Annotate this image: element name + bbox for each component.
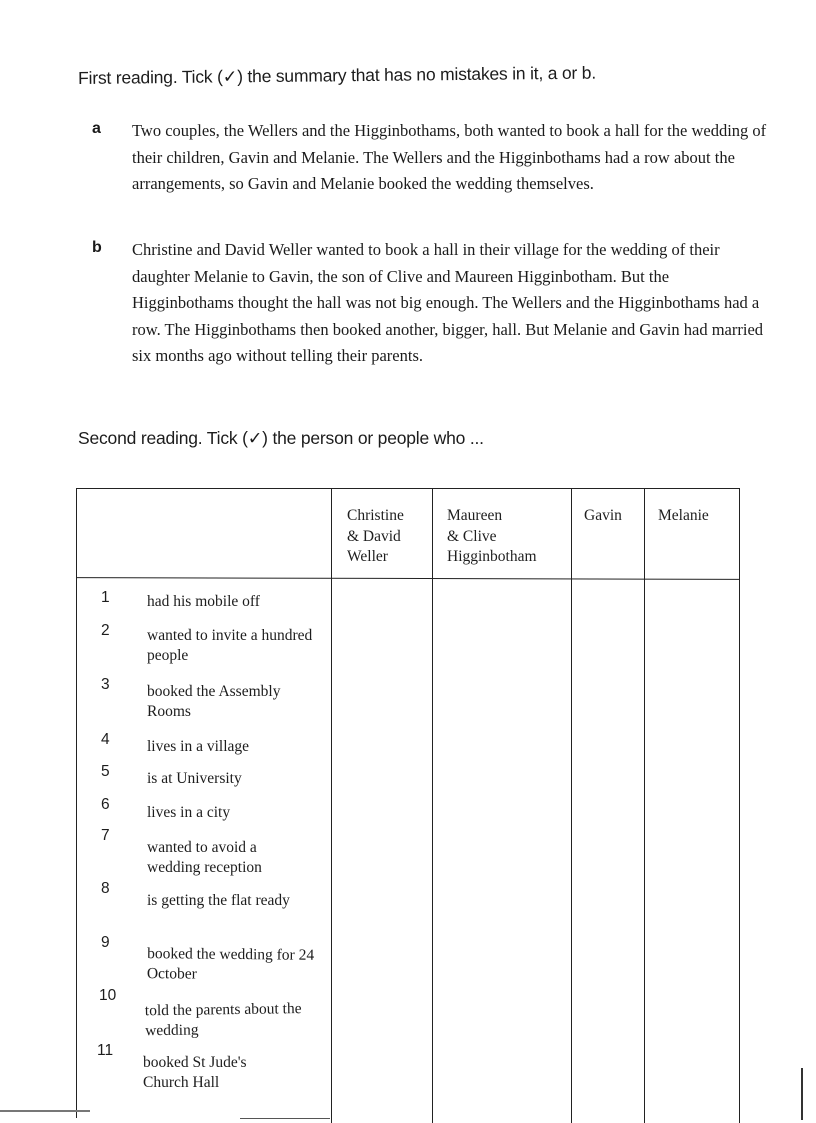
row-number: 9 [101, 934, 110, 951]
header-line: Maureen [447, 507, 503, 524]
row-description: wanted to invite a hundred people [147, 627, 313, 664]
table-col-divider-4 [644, 488, 645, 1123]
row-description: wanted to avoid a wedding reception [147, 839, 262, 876]
column-header-weller [347, 506, 404, 568]
row-description: booked the wedding for 24 October [146, 945, 315, 983]
table-bottom-border [240, 1118, 330, 1119]
row-number: 2 [101, 622, 110, 639]
table-left-border [76, 488, 77, 1118]
row-number: 3 [101, 676, 110, 693]
row-description: lives in a village [147, 738, 250, 755]
option-text: Two couples, the Wellers and the Higginbothams, both wanted to book a hall for the wedding of their children, Gavin and Melanie. The Wellers and the Higginbothams had a row about the arrangements, so Gavin and Melanie booked the wedding themselves. [132, 121, 767, 193]
row-number: 4 [101, 731, 110, 748]
option-letter: a [92, 120, 101, 137]
table-right-border [739, 488, 740, 1123]
row-number: 5 [101, 763, 110, 780]
row-number: 8 [101, 880, 110, 897]
column-header-higginbotham [447, 506, 537, 568]
table-col-divider-2 [432, 488, 433, 1123]
row-description: booked the Assembly Rooms [147, 683, 281, 720]
option-letter: b [92, 239, 102, 256]
header-line: Gavin [584, 507, 622, 524]
row-description: lives in a city [147, 804, 231, 821]
table-col-divider-3 [571, 488, 572, 1123]
row-number: 11 [97, 1042, 114, 1059]
scan-edge-mark [0, 1110, 90, 1112]
row-number: 7 [101, 827, 110, 844]
row-description: told the parents about the wedding [144, 1000, 302, 1040]
row-description: is getting the flat ready [147, 892, 290, 909]
scan-edge-mark [801, 1068, 803, 1120]
second-reading-instruction: Second reading. Tick (✓) the person or people who ... [78, 428, 484, 448]
header-line: & Clive [447, 527, 497, 545]
header-line: & David [347, 527, 401, 545]
first-reading-instruction: First reading. Tick (✓) the summary that has no mistakes in it, a or b. [78, 62, 597, 88]
header-line: Weller [347, 548, 388, 565]
header-line: Melanie [658, 507, 709, 524]
row-description: had his mobile off [147, 593, 260, 610]
row-number: 6 [101, 796, 110, 813]
row-number: 10 [99, 987, 117, 1004]
row-number: 1 [101, 589, 110, 606]
header-line: Christine [347, 507, 404, 524]
option-text: Christine and David Weller wanted to book a hall in their village for the wedding of their daughter Melanie to Gavin, the son of Clive and Maureen Higginbotham. But the Higginbothams thought the hall was not big enough. The Wellers and the Higginbothams had a row. The Higginbothams then booked another, bigger, hall. But Melanie and Gavin had married six months ago without telling their parents. [132, 240, 764, 365]
column-header-melanie [658, 506, 709, 527]
header-line: Higginbotham [447, 548, 537, 565]
row-description: booked St Jude's Church Hall [143, 1054, 247, 1091]
column-header-gavin [584, 506, 622, 527]
table-header-divider [76, 577, 740, 580]
table-top-border [76, 488, 740, 489]
row-description: is at University [147, 770, 242, 787]
